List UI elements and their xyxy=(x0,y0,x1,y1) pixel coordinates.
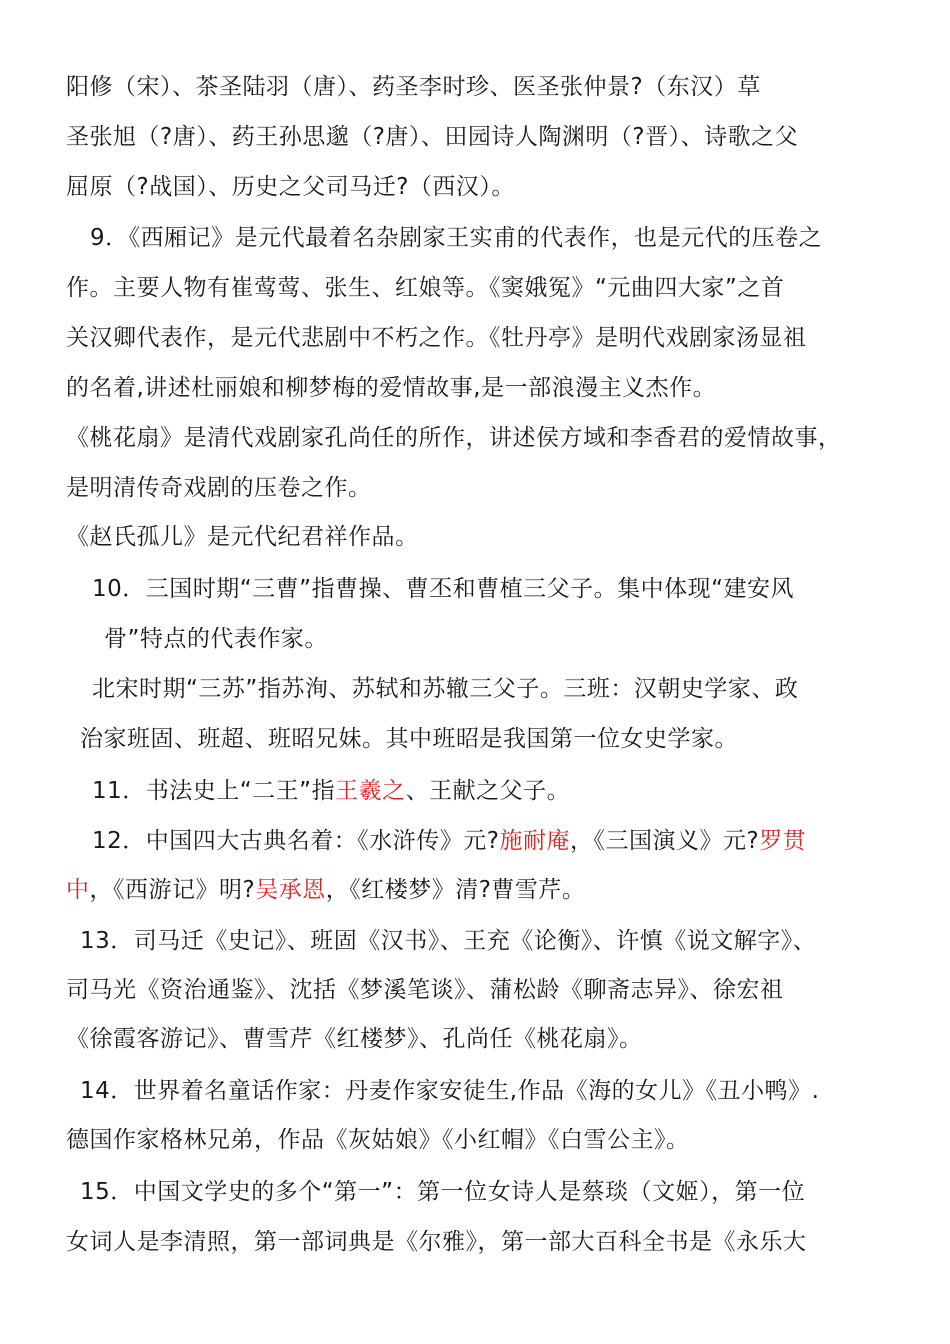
highlighted-name: 吴承恩 xyxy=(255,877,326,903)
text-line: 15．中国文学史的多个“第一”：第一位女诗人是蔡琰（文姬），第一位 xyxy=(80,1179,806,1205)
text-line: 司马光《资治通鉴》、沈括《梦溪笔谈》、蒲松龄《聊斋志异》、徐宏祖 xyxy=(66,977,784,1003)
text-line: 阳修（宋）、茶圣陆羽（唐）、药圣李时珍、医圣张仲景?（东汉）草 xyxy=(66,74,761,100)
text-line: 德国作家格林兄弟，作品《灰姑娘》《小红帽》《白雪公主》。 xyxy=(66,1127,690,1153)
text-line: 9．《西厢记》是元代最着名杂剧家王实甫的代表作，也是元代的压卷之 xyxy=(90,225,823,251)
text-line: 《桃花扇》是清代戏剧家孔尚任的所作，讲述侯方域和李香君的爱情故事， xyxy=(66,425,842,451)
text-line: 关汉卿代表作，是元代悲剧中不朽之作。《牡丹亭》是明代戏剧家汤显祖 xyxy=(66,325,807,351)
text-segment: ，《三国演义》元? xyxy=(569,828,760,854)
text-line xyxy=(92,776,570,806)
text-segment: 12．中国四大古典名着：《水浒传》元? xyxy=(92,828,500,854)
highlighted-name: 中 xyxy=(66,877,90,903)
text-line: 圣张旭（?唐）、药王孙思邈（?唐）、田园诗人陶渊明（?晋）、诗歌之父 xyxy=(66,124,799,150)
text-line xyxy=(92,826,806,856)
text-segment: 、王献之父子。 xyxy=(405,778,571,804)
text-line: 《徐霞客游记》、曹雪芹《红楼梦》、孔尚任《桃花扇》。 xyxy=(66,1026,643,1052)
text-line: 14．世界着名童话作家：丹麦作家安徒生,作品《海的女儿》《丑小鸭》. xyxy=(80,1078,820,1104)
text-line: 的名着,讲述杜丽娘和柳梦梅的爱情故事,是一部浪漫主义杰作。 xyxy=(66,375,717,401)
text-segment: 11．书法史上“二王”指 xyxy=(92,778,336,804)
text-line: 治家班固、班超、班昭兄妹。其中班昭是我国第一位女史学家。 xyxy=(80,726,738,752)
highlighted-name: 王羲之 xyxy=(335,778,406,804)
text-line: 屈原（?战国）、历史之父司马迁?（西汉）。 xyxy=(66,174,515,200)
highlighted-name: 施耐庵 xyxy=(499,828,570,854)
text-line: 北宋时期“三苏”指苏洵、苏轼和苏辙三父子。三班：汉朝史学家、政 xyxy=(92,676,799,702)
text-segment: ，《西游记》明? xyxy=(89,877,256,903)
text-line: 10．三国时期“三曹”指曹操、曹丕和曹植三父子。集中体现“建安风 xyxy=(92,576,795,602)
highlighted-name: 罗贯 xyxy=(759,828,807,854)
text-segment: ，《红楼梦》清?曹雪芹。 xyxy=(325,877,586,903)
text-line: 骨”特点的代表作家。 xyxy=(104,626,328,652)
text-line: 13．司马迁《史记》、班固《汉书》、王充《论衡》、许慎《说文解字》、 xyxy=(80,928,817,954)
text-line: 女词人是李清照，第一部词典是《尔雅》，第一部大百科全书是《永乐大 xyxy=(66,1229,807,1255)
text-line: 是明清传奇戏剧的压卷之作。 xyxy=(66,475,372,501)
text-line xyxy=(66,875,585,905)
text-line: 《赵氏孤儿》是元代纪君祥作品。 xyxy=(66,524,419,550)
text-line: 作。主要人物有崔莺莺、张生、红娘等。《窦娥冤》“元曲四大家”之首 xyxy=(66,275,785,301)
